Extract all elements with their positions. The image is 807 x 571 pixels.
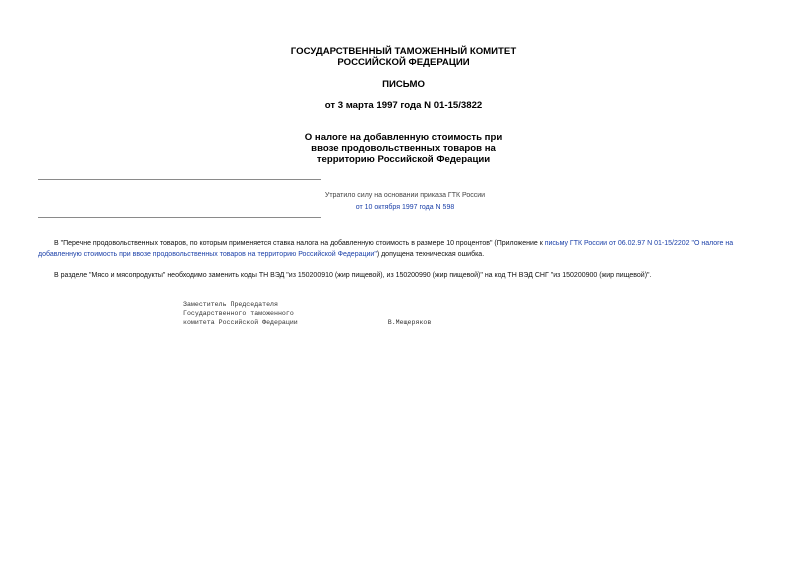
paragraph-1-prefix: В "Перечне продовольственных товаров, по которым применяется ставка налога на добавленную стоимость в размере 10 процентов" (Приложение к — [54, 240, 545, 247]
signature-line3 — [183, 318, 431, 327]
divider-bottom — [38, 217, 321, 218]
signature-block — [183, 300, 431, 327]
status-note-text: Утратило силу на основании приказа ГТК России — [324, 192, 486, 199]
doc-type: ПИСЬМО — [382, 79, 425, 90]
signature-title: комитета Российской Федерации — [183, 319, 298, 326]
subject-line3: территорию Российской Федерации — [316, 154, 491, 165]
signature-line1: Заместитель Председателя — [183, 301, 278, 308]
status-note-link[interactable]: от 10 октября 1997 года N 598 — [355, 204, 455, 211]
paragraph-1-suffix: ) допущена техническая ошибка. — [376, 250, 485, 258]
divider-top — [38, 179, 321, 180]
org-name-line2: РОССИЙСКОЙ ФЕДЕРАЦИИ — [337, 57, 470, 68]
signature-line2: Государственного таможенного — [183, 310, 294, 317]
reference-link[interactable]: письму ГТК России от 06.02.97 N 01-15/2202 "О налоге на добавленную стоимость при ввозе продовольственных товаров на территорию Российской Федерации" — [38, 240, 734, 258]
subject-line1: О налоге на добавленную стоимость при — [304, 132, 503, 143]
signature-name: В.Мещеряков — [387, 319, 432, 326]
status-note — [322, 190, 488, 214]
org-name-line1: ГОСУДАРСТВЕННЫЙ ТАМОЖЕННЫЙ КОМИТЕТ — [290, 46, 517, 57]
paragraph-2-text: В разделе "Мясо и мясопродукты" необходимо заменить коды ТН ВЭД "из 150200910 (жир пищевой), из 150200990 (жир пищевой)" на код ТН ВЭД СНГ "из 150200900 (жир пищевой)". — [54, 272, 652, 279]
doc-date-number: от 3 марта 1997 года N 01-15/3822 — [324, 100, 483, 111]
subject-line2: ввозе продовольственных товаров на — [311, 143, 496, 154]
paragraph-1 — [38, 239, 770, 260]
paragraph-2 — [38, 271, 770, 282]
